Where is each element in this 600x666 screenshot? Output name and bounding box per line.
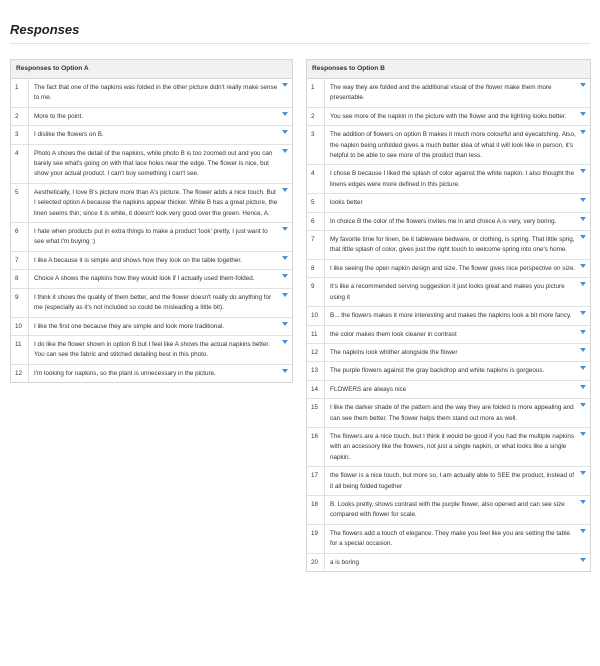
response-text: I like seeing the open napkin design and size. The flower gives nice perspective on size. bbox=[330, 264, 576, 272]
response-cell bbox=[325, 231, 590, 259]
response-cell bbox=[325, 496, 590, 524]
response-number: 8 bbox=[307, 260, 325, 277]
option-a-response-list bbox=[11, 79, 292, 382]
response-text: More to the point. bbox=[34, 112, 84, 120]
option-b-panel-header: Responses to Option B bbox=[307, 60, 590, 79]
chevron-down-icon[interactable] bbox=[282, 130, 288, 135]
response-text: B. Looks pretty, shows contrast with the purple flower, also opened and can see size compared with flower for scale. bbox=[330, 500, 565, 519]
response-text: In choice B the color of the flowers invites me in and choice A is very, very boring. bbox=[330, 217, 557, 225]
chevron-down-icon[interactable] bbox=[282, 112, 288, 117]
response-cell bbox=[29, 184, 292, 222]
chevron-down-icon[interactable] bbox=[282, 188, 288, 193]
response-row bbox=[307, 278, 590, 307]
option-b-responses-panel bbox=[306, 59, 591, 572]
response-cell bbox=[325, 126, 590, 164]
response-cell bbox=[325, 399, 590, 427]
response-text: B... the flowers makes it more interesting and makes the napkins look a bit more fancy. bbox=[330, 312, 572, 320]
response-cell bbox=[29, 223, 292, 251]
response-cell bbox=[29, 252, 292, 269]
response-cell bbox=[325, 260, 590, 277]
response-cell bbox=[29, 79, 292, 107]
response-text: My favorite time for linen, be it tableware bedware, or clothing, is spring. That little sprig, that little splash of color, gives just the right touch to welcome spring into one's home. bbox=[330, 236, 575, 254]
response-number: 1 bbox=[11, 79, 29, 107]
response-number: 7 bbox=[307, 231, 325, 259]
chevron-down-icon[interactable] bbox=[580, 83, 586, 88]
chevron-down-icon[interactable] bbox=[580, 330, 586, 335]
chevron-down-icon[interactable] bbox=[580, 385, 586, 390]
response-cell bbox=[325, 194, 590, 211]
response-text: I like A because it is simple and shows how they look on the table together. bbox=[34, 256, 242, 264]
response-number: 6 bbox=[307, 213, 325, 230]
response-number: 2 bbox=[11, 108, 29, 125]
response-cell bbox=[325, 108, 590, 125]
chevron-down-icon[interactable] bbox=[282, 322, 288, 327]
response-number: 6 bbox=[11, 223, 29, 251]
response-text: The addition of flowers on option B makes it much more colourful and eyecatching. Also, the napkin being unfolded gives a much better idea of what it will look like in person, it's helpful to be able to see more of the product than less. bbox=[330, 131, 576, 160]
response-row bbox=[11, 252, 292, 270]
response-number: 5 bbox=[307, 194, 325, 211]
chevron-down-icon[interactable] bbox=[580, 529, 586, 534]
response-text: FLOWERS are always nice bbox=[330, 385, 407, 393]
chevron-down-icon[interactable] bbox=[580, 198, 586, 203]
chevron-down-icon[interactable] bbox=[282, 274, 288, 279]
response-cell bbox=[29, 126, 292, 143]
response-row bbox=[307, 525, 590, 554]
chevron-down-icon[interactable] bbox=[282, 227, 288, 232]
response-text: looks better bbox=[330, 199, 363, 207]
response-cell bbox=[29, 289, 292, 317]
response-row bbox=[11, 289, 292, 318]
response-row bbox=[307, 326, 590, 344]
chevron-down-icon[interactable] bbox=[282, 256, 288, 261]
response-row bbox=[11, 223, 292, 252]
response-text: It's like a recommended serving suggestion it just looks great and makes you picture using it bbox=[330, 283, 565, 301]
response-number: 1 bbox=[307, 79, 325, 107]
chevron-down-icon[interactable] bbox=[282, 369, 288, 374]
response-row bbox=[11, 145, 292, 184]
response-row bbox=[307, 213, 590, 231]
option-b-response-list bbox=[307, 79, 590, 571]
response-cell bbox=[29, 270, 292, 287]
response-text: I hate when products put in extra things to make a product 'look' pretty, I just want to see what I'm buying :) bbox=[34, 228, 268, 246]
chevron-down-icon[interactable] bbox=[282, 340, 288, 345]
chevron-down-icon[interactable] bbox=[580, 264, 586, 269]
response-cell bbox=[29, 145, 292, 183]
response-text: The napkins look whither alongside the flower bbox=[330, 348, 458, 356]
response-cell bbox=[325, 79, 590, 107]
response-text: Photo A shows the detail of the napkins, while photo B is too zoomed out and you can barely see what's going on with that lace holes near the edge. The flower is nice, but show your actual product. I can't buy something I can't see. bbox=[34, 149, 273, 178]
response-row bbox=[307, 362, 590, 380]
chevron-down-icon[interactable] bbox=[282, 83, 288, 88]
chevron-down-icon[interactable] bbox=[580, 348, 586, 353]
chevron-down-icon[interactable] bbox=[580, 235, 586, 240]
response-row bbox=[307, 381, 590, 399]
response-cell bbox=[29, 336, 292, 364]
response-number: 13 bbox=[307, 362, 325, 379]
response-text: a is boring bbox=[330, 558, 360, 566]
response-text: the flower is a nice touch, but more so, I am actually able to SEE the product, instead of it all being folded together bbox=[330, 472, 574, 490]
response-text: Aesthetically, I love B's picture more than A's picture. The flower adds a nice touch. But I selected option A because the napkins appear thicker. While B has a great picture, the linen seems thin; since it is white, it doesn't look very good over the green. Hence, A. bbox=[34, 188, 278, 217]
response-number: 20 bbox=[307, 554, 325, 571]
response-number: 12 bbox=[11, 365, 29, 382]
response-number: 9 bbox=[11, 289, 29, 317]
response-number: 3 bbox=[307, 126, 325, 164]
chevron-down-icon[interactable] bbox=[580, 500, 586, 505]
response-cell bbox=[325, 362, 590, 379]
response-row bbox=[11, 365, 292, 382]
response-row bbox=[307, 231, 590, 260]
response-text: the color makes them look cleaner in contrast bbox=[330, 330, 457, 338]
response-text: You see more of the napkin in the picture with the flower and the lighting looks better. bbox=[330, 112, 567, 120]
response-row bbox=[307, 108, 590, 126]
chevron-down-icon[interactable] bbox=[580, 130, 586, 135]
response-number: 15 bbox=[307, 399, 325, 427]
chevron-down-icon[interactable] bbox=[580, 112, 586, 117]
response-row bbox=[307, 554, 590, 571]
response-row bbox=[11, 126, 292, 144]
response-number: 9 bbox=[307, 278, 325, 306]
response-cell bbox=[29, 365, 292, 382]
response-row bbox=[11, 184, 292, 223]
response-number: 16 bbox=[307, 428, 325, 466]
response-text: The flowers add a touch of elegance. They make you feel like you are setting the table for a special occasion. bbox=[330, 529, 571, 548]
response-number: 10 bbox=[307, 307, 325, 324]
response-number: 10 bbox=[11, 318, 29, 335]
response-text: The fact that one of the napkins was folded in the other picture didn't really make sense to me. bbox=[34, 84, 278, 102]
response-text: The purple flowers against the gray backdrop and white napkins is gorgeous. bbox=[330, 367, 545, 375]
response-row bbox=[307, 467, 590, 496]
response-text: I think it shows the quality of them better, and the flower doesn't really do anything for me (especially as it's not included so could be misleading a little bit). bbox=[34, 293, 272, 312]
response-cell bbox=[325, 525, 590, 553]
chevron-down-icon[interactable] bbox=[580, 403, 586, 408]
response-row bbox=[307, 165, 590, 194]
response-number: 5 bbox=[11, 184, 29, 222]
chevron-down-icon[interactable] bbox=[580, 169, 586, 174]
response-number: 7 bbox=[11, 252, 29, 269]
response-text: The way they are folded and the additional visual of the flower make them more presentable. bbox=[330, 84, 552, 102]
response-row bbox=[307, 260, 590, 278]
response-number: 12 bbox=[307, 344, 325, 361]
response-row bbox=[11, 108, 292, 126]
response-text: The flowers are a nice touch, but I think it would be good if you had the multiple napkins with an accessory like the flowers, not just a single napkin, or what looks like a single napkin. bbox=[330, 432, 574, 461]
response-text: I like the darker shade of the pattern and the way they are folded is more appealing and can see them better. The flower helps them stand out more as well. bbox=[330, 404, 574, 422]
response-row bbox=[11, 270, 292, 288]
response-text: I'm looking for napkins, so the plant is unnecessary in the picture. bbox=[34, 369, 216, 377]
chevron-down-icon[interactable] bbox=[580, 311, 586, 316]
response-text: I like the first one because they are simple and look more traditional. bbox=[34, 322, 225, 330]
response-number: 2 bbox=[307, 108, 325, 125]
chevron-down-icon[interactable] bbox=[580, 432, 586, 437]
response-row bbox=[11, 336, 292, 365]
response-number: 19 bbox=[307, 525, 325, 553]
response-cell bbox=[325, 165, 590, 193]
page-title: Responses bbox=[10, 22, 80, 37]
chevron-down-icon[interactable] bbox=[580, 282, 586, 287]
response-cell bbox=[325, 554, 590, 571]
response-cell bbox=[325, 344, 590, 361]
response-row bbox=[11, 79, 292, 108]
response-cell bbox=[325, 428, 590, 466]
response-cell bbox=[325, 278, 590, 306]
response-row bbox=[307, 307, 590, 325]
response-number: 8 bbox=[11, 270, 29, 287]
response-number: 17 bbox=[307, 467, 325, 495]
response-text: I chose B because I liked the splash of color against the white napkin. I also thought the linens edges were more defined in this picture. bbox=[330, 170, 574, 188]
title-divider bbox=[10, 43, 590, 44]
response-row bbox=[307, 126, 590, 165]
response-text: Choice A shows the napkins how they would look if I actually used them-folded. bbox=[34, 275, 255, 283]
response-cell bbox=[325, 213, 590, 230]
chevron-down-icon[interactable] bbox=[580, 558, 586, 563]
chevron-down-icon[interactable] bbox=[580, 217, 586, 222]
response-number: 14 bbox=[307, 381, 325, 398]
response-cell bbox=[29, 108, 292, 125]
response-number: 4 bbox=[307, 165, 325, 193]
option-a-responses-panel bbox=[10, 59, 293, 383]
response-row bbox=[307, 399, 590, 428]
response-row bbox=[307, 344, 590, 362]
response-cell bbox=[325, 326, 590, 343]
response-row bbox=[307, 428, 590, 467]
response-row bbox=[307, 79, 590, 108]
response-cell bbox=[29, 318, 292, 335]
response-number: 18 bbox=[307, 496, 325, 524]
response-row bbox=[11, 318, 292, 336]
chevron-down-icon[interactable] bbox=[580, 366, 586, 371]
response-row bbox=[307, 194, 590, 212]
response-number: 11 bbox=[307, 326, 325, 343]
response-cell bbox=[325, 381, 590, 398]
option-a-panel-header: Responses to Option A bbox=[11, 60, 292, 79]
response-cell bbox=[325, 467, 590, 495]
response-number: 11 bbox=[11, 336, 29, 364]
response-text: I do like the flower shown in option B but I feel like A shows the actual napkins better. You can see the fabric and stitched detailing best in this photo. bbox=[34, 340, 270, 359]
response-text: I dislike the flowers on B. bbox=[34, 131, 104, 139]
response-cell bbox=[325, 307, 590, 324]
response-number: 4 bbox=[11, 145, 29, 183]
chevron-down-icon[interactable] bbox=[282, 149, 288, 154]
response-number: 3 bbox=[11, 126, 29, 143]
response-row bbox=[307, 496, 590, 525]
chevron-down-icon[interactable] bbox=[282, 293, 288, 298]
chevron-down-icon[interactable] bbox=[580, 471, 586, 476]
